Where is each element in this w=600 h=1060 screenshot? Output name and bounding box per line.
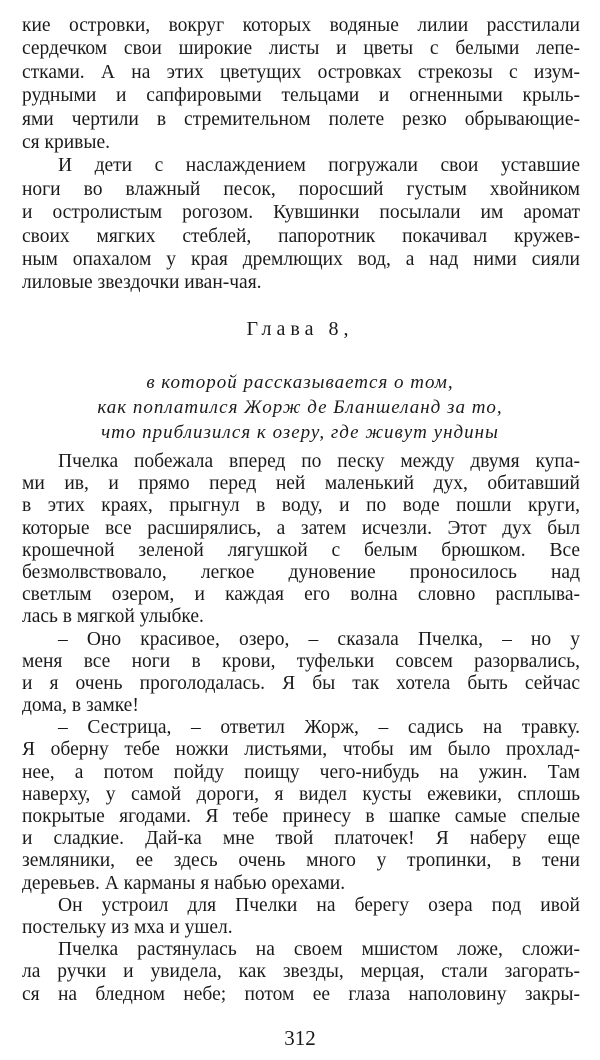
text-line: ным опахалом у края дремлющих вод, а над ними сияли [22, 248, 580, 270]
text-line: ноги во влажный песок, поросший густым хвойником [22, 178, 580, 200]
text-line: земляники, ее здесь очень много у тропинки, в тени [22, 850, 580, 872]
text-line: ми ив, и прямо перед ней маленький дух, обитавший [22, 473, 580, 495]
text-line: деревьев. А карманы я набью орехами. [22, 872, 346, 894]
text-line: – Оно красивое, озеро, – сказала Пчелка, – но у [58, 628, 580, 650]
text-line: Пчелка побежала вперед по песку между двумя купа- [58, 451, 580, 472]
text-line: ла ручки и увидела, как звезды, мерцая, стали загорать- [22, 961, 580, 983]
text-line: нее, а потом пойду поищу чего-нибудь на ужин. Там [22, 761, 580, 783]
page-number: 312 [284, 1026, 316, 1050]
text-line: которые все расширялись, а затем исчезли. Этот дух был [22, 517, 580, 539]
text-line: Пчелка растянулась на своем мшистом ложе, сложи- [58, 939, 580, 961]
text-line: и остролистым рогозом. Кувшинки посылали им аромат [22, 202, 580, 224]
text-line: ся на бледном небе; потом ее глаза наполовину закры- [22, 983, 580, 1005]
text-line: рудными и сапфировыми тельцами и огненными крыль- [22, 85, 580, 107]
text-line: своих мягких стеблей, папоротник покачивал кружев- [22, 225, 580, 247]
text-line: ся кривые. [22, 131, 110, 153]
text-line: – Сестрица, – ответил Жорж, – садись на травку. [58, 717, 580, 739]
text-line: лась в мягкой улыбке. [22, 606, 204, 628]
text-line: и я очень проголодалась. Я бы так хотела быть сейчас [22, 672, 580, 694]
text-line: лиловые звездочки иван-чая. [22, 272, 262, 294]
text-block-body [22, 451, 580, 1006]
text-line: безмолвствовало, легкое дуновение проносилось над [22, 561, 580, 583]
chapter-subtitle [0, 370, 600, 445]
subtitle-line: в которой рассказывается о том, [146, 372, 454, 393]
subtitle-line: что приблизился к озеру, где живут ундины [101, 422, 499, 443]
text-line: постельку из мха и ушел. [22, 916, 233, 938]
text-line: Я оберну тебе ножки листьями, чтобы им было прохлад- [22, 739, 580, 761]
text-line: кие островки, вокруг которых водяные лилии расстилали [22, 15, 580, 36]
text-line: ями чертили в стремительном полете резко обрывающие- [22, 108, 580, 130]
text-line: светлым озером, и каждая его волна словно расплыва- [22, 584, 580, 606]
text-line: в этих краях, прыгнул в воду, и по воде пошли круги, [22, 495, 580, 517]
text-line: покрытые ягодами. Я тебе принесу в шапке самые спелые [22, 806, 580, 827]
chapter-title: Глава 8, [246, 318, 354, 340]
subtitle-line: как поплатился Жорж де Бланшеланд за то, [97, 397, 503, 418]
text-line: дома, в замке! [22, 695, 139, 717]
text-line: сердечком свои широкие листы и цветы с белыми лепе- [22, 38, 580, 60]
text-line: наверху, у самой дороги, я видел кусты ежевики, сплошь [22, 783, 580, 805]
text-block-top [22, 14, 580, 295]
text-line: меня все ноги в крови, туфельки совсем разорвались, [22, 650, 580, 672]
text-line: крошечной зеленой лягушкой с белым брюшком. Все [22, 539, 580, 561]
text-line: и сладкие. Дай-ка мне твой платочек! Я наберу еще [22, 828, 580, 850]
text-line: Он устроил для Пчелки на берегу озера под ивой [58, 894, 580, 916]
text-line: стками. А на этих цветущих островках стрекозы с изум- [22, 61, 580, 83]
text-line: И дети с наслаждением погружали свои уставшие [58, 155, 580, 177]
